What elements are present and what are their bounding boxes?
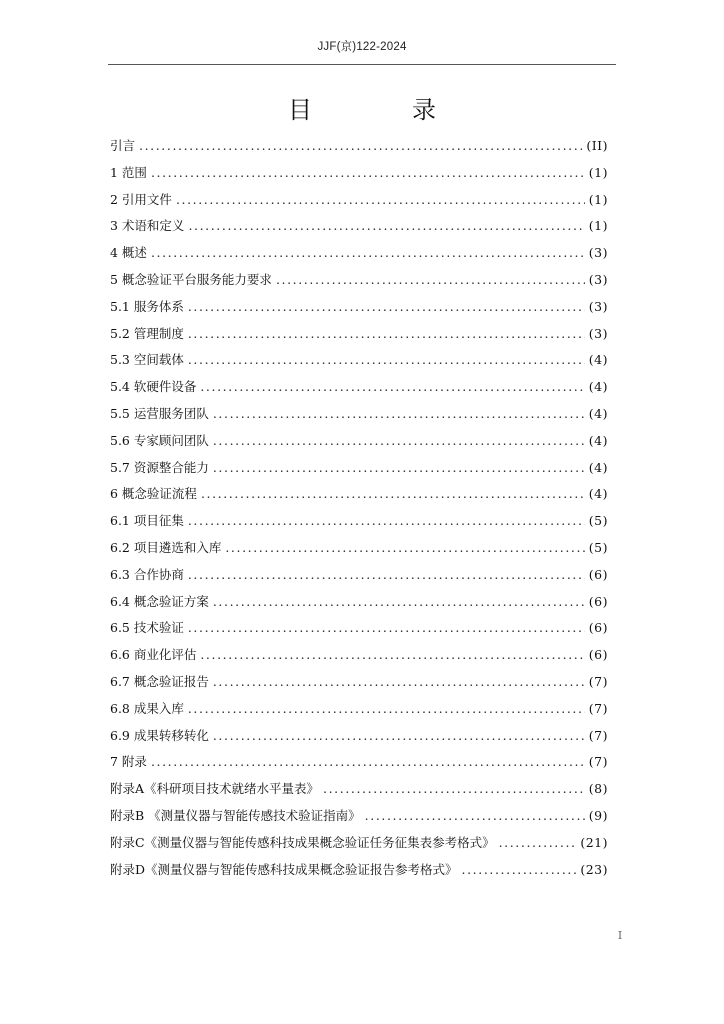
page-number: I <box>617 929 623 942</box>
toc-entry[interactable] <box>110 404 608 431</box>
toc-entry[interactable] <box>110 350 608 377</box>
toc-entry-label: 5.2 管理制度 <box>110 325 184 341</box>
toc-entry-page: (6) <box>588 593 608 609</box>
toc-entry-label: 6.4 概念验证方案 <box>110 593 209 609</box>
toc-entry[interactable] <box>110 806 608 833</box>
toc-entry-label: 6.9 成果转移转化 <box>110 727 209 743</box>
toc-entry-page: (4) <box>588 486 608 502</box>
toc-entry-page: (1) <box>588 218 608 234</box>
toc-entry[interactable] <box>110 136 608 163</box>
toc-leader-dots <box>201 486 585 501</box>
toc-entry-label: 5.6 专家顾问团队 <box>110 432 209 448</box>
toc-entry-label: 6.8 成果入库 <box>110 700 184 716</box>
toc-entry-page: (3) <box>588 298 608 314</box>
toc-entry-label: 5.4 软硬件设备 <box>110 379 197 395</box>
toc-entry-page: (8) <box>588 781 608 797</box>
toc-leader-dots <box>188 567 585 582</box>
toc-leader-dots <box>188 326 585 341</box>
toc-leader-dots <box>462 862 577 877</box>
toc-leader-dots <box>176 192 585 207</box>
header-divider <box>108 64 616 65</box>
toc-entry-label: 6.5 技术验证 <box>110 620 184 636</box>
toc-entry-page: (3) <box>588 245 608 261</box>
toc-leader-dots <box>188 620 585 635</box>
toc-entry-page: (7) <box>588 700 608 716</box>
toc-entry-page: (7) <box>588 727 608 743</box>
toc-entry[interactable] <box>110 618 608 645</box>
toc-leader-dots <box>200 379 584 394</box>
toc-entry-label: 附录B 《测量仪器与智能传感技术验证指南》 <box>110 807 361 823</box>
toc-entry-label: 引言 <box>110 138 136 153</box>
toc-entry-label: 3 术语和定义 <box>110 218 185 234</box>
toc-entry-page: (7) <box>588 673 608 689</box>
toc-entry[interactable] <box>110 860 608 887</box>
toc-entry-label: 5.1 服务体系 <box>110 298 184 314</box>
toc-entry-page: (23) <box>580 861 608 877</box>
toc-entry-page: (3) <box>588 325 608 341</box>
toc-leader-dots <box>151 245 585 260</box>
toc-entry-label: 6.6 商业化评估 <box>110 647 197 663</box>
toc-leader-dots <box>365 808 585 823</box>
toc-entry-label: 4 概述 <box>110 245 147 261</box>
toc-leader-dots <box>499 835 577 850</box>
toc-entry[interactable] <box>110 163 608 190</box>
toc-entry[interactable] <box>110 645 608 672</box>
toc-entry-label: 2 引用文件 <box>110 191 172 207</box>
toc-leader-dots <box>188 352 585 367</box>
toc-entry-page: (3) <box>588 271 608 287</box>
toc-entry-page: (II) <box>586 138 608 153</box>
toc-entry-label: 5 概念验证平台服务能力要求 <box>110 271 272 287</box>
toc-entry-page: (4) <box>588 379 608 395</box>
toc-leader-dots <box>188 701 585 716</box>
toc-leader-dots <box>139 138 582 153</box>
toc-entry[interactable] <box>110 779 608 806</box>
toc-entry-page: (6) <box>588 647 608 663</box>
toc-leader-dots <box>213 674 585 689</box>
toc-leader-dots <box>151 165 585 180</box>
toc-entry-label: 5.3 空间载体 <box>110 352 184 368</box>
toc-entry-label: 附录A《科研项目技术就绪水平量表》 <box>110 781 320 797</box>
toc-entry-label: 6.3 合作协商 <box>110 566 184 582</box>
toc-leader-dots <box>188 218 584 233</box>
toc-entry-page: (9) <box>588 807 608 823</box>
toc-entry-page: (6) <box>588 620 608 636</box>
toc-entry[interactable] <box>110 565 608 592</box>
toc-entry[interactable] <box>110 726 608 753</box>
toc-entry-label: 5.5 运营服务团队 <box>110 405 209 421</box>
toc-leader-dots <box>323 781 585 796</box>
toc-entry-page: (1) <box>588 164 608 180</box>
toc-leader-dots <box>213 594 585 609</box>
toc-entry-label: 6 概念验证流程 <box>110 486 197 502</box>
toc-leader-dots <box>225 540 584 555</box>
toc-entry-label: 1 范围 <box>110 164 147 180</box>
document-code-header: JJF(京)122-2024 <box>317 41 407 53</box>
toc-entry[interactable] <box>110 377 608 404</box>
toc-leader-dots <box>213 406 585 421</box>
toc-entry-page: (4) <box>588 432 608 448</box>
table-of-contents <box>110 136 608 886</box>
toc-entry-label: 5.7 资源整合能力 <box>110 459 209 475</box>
toc-entry[interactable] <box>110 672 608 699</box>
toc-entry[interactable] <box>110 324 608 351</box>
toc-entry-page: (4) <box>588 405 608 421</box>
toc-entry[interactable] <box>110 190 608 217</box>
toc-entry[interactable] <box>110 270 608 297</box>
toc-leader-dots <box>188 299 585 314</box>
toc-entry[interactable] <box>110 592 608 619</box>
toc-entry[interactable] <box>110 833 608 860</box>
toc-leader-dots <box>188 513 585 528</box>
toc-entry[interactable] <box>110 431 608 458</box>
toc-leader-dots <box>276 272 585 287</box>
toc-entry[interactable] <box>110 484 608 511</box>
toc-entry-page: (4) <box>588 352 608 368</box>
toc-entry-page: (7) <box>588 754 608 770</box>
toc-leader-dots <box>200 647 584 662</box>
toc-entry[interactable] <box>110 458 608 485</box>
toc-entry-label: 7 附录 <box>110 754 147 770</box>
toc-entry[interactable] <box>110 752 608 779</box>
toc-entry[interactable] <box>110 538 608 565</box>
toc-entry[interactable] <box>110 243 608 270</box>
toc-entry-label: 6.7 概念验证报告 <box>110 673 209 689</box>
page-title: 目 录 <box>288 96 474 124</box>
toc-entry-label: 6.2 项目遴选和入库 <box>110 539 222 555</box>
toc-entry-label: 附录D《测量仪器与智能传感科技成果概念验证报告参考格式》 <box>110 861 458 877</box>
toc-entry-page: (21) <box>580 834 608 850</box>
toc-entry[interactable] <box>110 297 608 324</box>
toc-entry-page: (4) <box>588 459 608 475</box>
toc-entry[interactable] <box>110 511 608 538</box>
toc-leader-dots <box>151 754 585 769</box>
toc-leader-dots <box>213 728 585 743</box>
toc-entry[interactable] <box>110 216 608 243</box>
toc-entry-page: (5) <box>588 539 608 555</box>
toc-entry-page: (1) <box>588 191 608 207</box>
toc-entry-page: (6) <box>588 566 608 582</box>
toc-leader-dots <box>213 433 585 448</box>
toc-entry-page: (5) <box>588 513 608 529</box>
toc-entry[interactable] <box>110 699 608 726</box>
toc-leader-dots <box>213 460 585 475</box>
toc-entry-label: 6.1 项目征集 <box>110 513 184 529</box>
toc-entry-label: 附录C《测量仪器与智能传感科技成果概念验证任务征集表参考格式》 <box>110 834 495 850</box>
